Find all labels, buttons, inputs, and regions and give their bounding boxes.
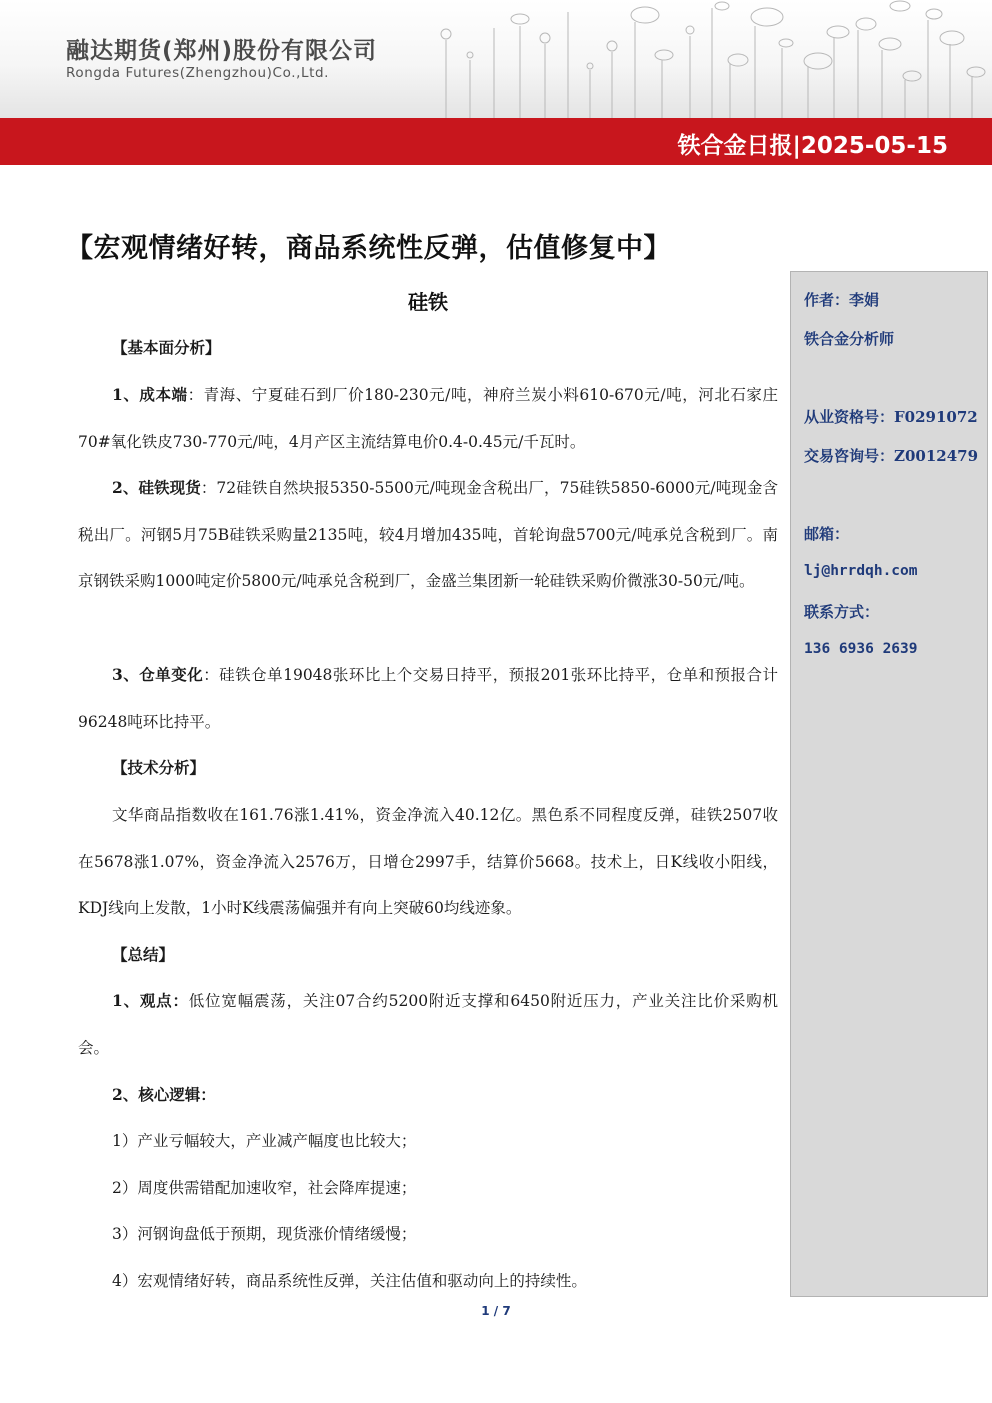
technical-heading: 【技术分析】 xyxy=(112,758,206,777)
spot-label: 2、硅铁现货 xyxy=(112,478,201,497)
logic-item: 1）产业亏幅较大，产业减产幅度也比较大； xyxy=(112,1132,417,1150)
technical-paragraph: 文华商品指数收在161.76涨1.41%，资金净流入40.12亿。黑色系不同程度反弹，硅铁2507收在5678涨1.07%，资金净流入2576万，日增仓2997手，结算价5668。技术上，日K线收小阳线，KDJ线向上发散，1小时K线震荡偏强并有向上突破60均线迹象。 xyxy=(78,806,778,917)
author-name: 作者：李娟 xyxy=(804,291,880,309)
spot-paragraph xyxy=(78,465,778,605)
fundamentals-heading: 【基本面分析】 xyxy=(112,338,221,357)
logic-item: 4）宏观情绪好转，商品系统性反弹，关注估值和驱动向上的持续性。 xyxy=(112,1272,587,1290)
logic-label: 2、核心逻辑： xyxy=(112,1085,216,1104)
company-name-en: Rongda Futures(Zhengzhou)Co.,Ltd. xyxy=(66,65,330,81)
cost-label: 1、成本端 xyxy=(112,385,188,404)
author-sidebar xyxy=(790,271,988,1297)
page-header xyxy=(0,0,992,165)
summary-heading: 【总结】 xyxy=(112,945,175,964)
phone-number: 136 6936 2639 xyxy=(804,641,918,657)
consult-number: 交易咨询号：Z0012479 xyxy=(804,447,979,465)
logic-item: 2）周度供需错配加速收窄，社会降库提速； xyxy=(112,1179,417,1197)
company-name-cn: 融达期货(郑州)股份有限公司 xyxy=(66,38,378,64)
logic-item: 3）河钢询盘低于预期，现货涨价情绪缓慢； xyxy=(112,1225,417,1243)
headline: 【宏观情绪好转，商品系统性反弹，估值修复中】 xyxy=(66,233,671,264)
view-text: 低位宽幅震荡，关注07合约5200附近支撑和6450附近压力，产业关注比价采购机会。 xyxy=(78,992,778,1057)
spot-text: ：72硅铁自然块报5350-5500元/吨现金含税出厂，75硅铁5850-6000元/吨现金含税出厂。河钢5月75B硅铁采购量2135吨，较4月增加435吨，首轮询盘5700元/吨承兑含税到厂。南京钢铁采购1000吨定价5800元/吨承兑含税到厂，金盛兰集团新一轮硅铁采购价微涨30-50元/吨。 xyxy=(78,479,778,590)
cost-text: ：青海、宁夏硅石到厂价180-230元/吨，神府兰炭小料610-670元/吨，河北石家庄70#氧化铁皮730-770元/吨，4月产区主流结算电价0.4-0.45元/千瓦时。 xyxy=(78,386,778,451)
warehouse-paragraph xyxy=(78,652,778,745)
view-label: 1、观点： xyxy=(112,991,189,1010)
view-paragraph xyxy=(78,978,778,1071)
qualification-number: 从业资格号：F0291072 xyxy=(804,408,978,426)
report-title: 铁合金日报|2025-05-15 xyxy=(677,133,948,159)
warehouse-label: 3、仓单变化 xyxy=(112,665,204,684)
page-number: 1 / 7 xyxy=(481,1304,511,1318)
email-label: 邮箱： xyxy=(804,525,850,543)
contact-label: 联系方式： xyxy=(804,603,880,621)
cost-paragraph xyxy=(78,372,778,465)
author-role: 铁合金分析师 xyxy=(804,330,895,348)
warehouse-text: ：硅铁仓单19048张环比上个交易日持平，预报201张环比持平，仓单和预报合计96248吨环比持平。 xyxy=(78,666,778,731)
section-title: 硅铁 xyxy=(408,290,448,314)
email-address[interactable]: lj@hrrdqh.com xyxy=(804,563,918,579)
